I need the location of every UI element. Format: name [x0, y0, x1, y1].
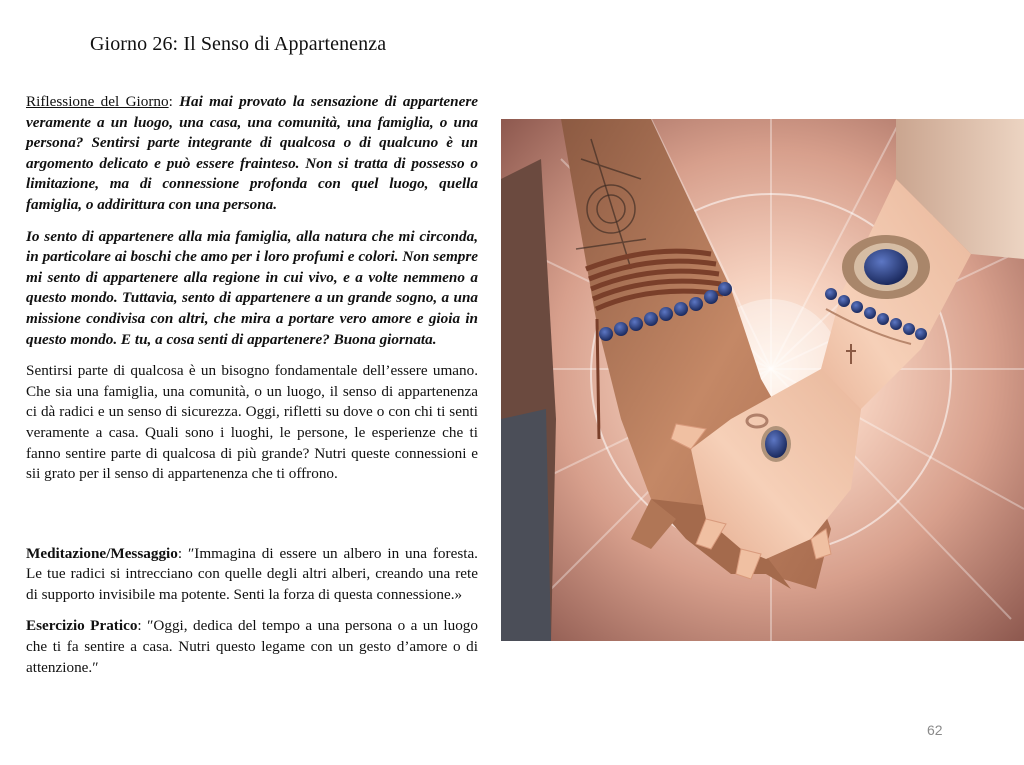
exercise-separator: :	[137, 617, 148, 635]
meditation-text: ″Immagina di essere un albero in una foresta. Le tue radici si intrecciano con quelle degli altri alberi, creando una rete di supporto invisibile ma potente. Senti la forza di questa connessione.»	[26, 544, 478, 603]
illustration-svg	[501, 119, 1024, 641]
bracelet-tassel	[597, 319, 599, 439]
left-pants	[501, 409, 551, 641]
meditation-paragraph	[26, 544, 478, 606]
section-spacer	[26, 496, 478, 544]
holding-hands-illustration	[501, 119, 1024, 641]
reflection-label: Riflessione del Giorno	[26, 93, 169, 110]
page-title: Giorno 26: Il Senso di Appartenenza	[90, 33, 387, 55]
exercise-text: ″Oggi, dedica del tempo a una persona o a un luogo che ti fa sentire a casa. Nutri questo legame con un gesto d’amore o di attenzione.″	[26, 617, 478, 676]
reflection-text-1: Hai mai provato la sensazione di appartenere veramente a un luogo, una casa, una comunità, una famiglia, o una persona? Sentirsi parte integrante di qualcosa o di qualcuno è un argomento delicato e può essere frainteso. Non si tratta di possesso o limitazione, ma di connessione profonda con quel luogo, quella famiglia, o addirittura con una persona.	[26, 93, 478, 213]
reflection-paragraph-2: Io sento di appartenere alla mia famiglia, alla natura che mi circonda, in particolare ai boschi che amo per i loro profumi e colori. Non sempre mi sento di appartenere alla regione in cui vivo, e a volte nemmeno a questo mondo. Tuttavia, sento di appartenere a un grande sogno, a una missione condivisa con altri, che mira a portare vero amore e gioia in questo mondo. E tu, a cosa senti di appartenere? Buona giornata.	[26, 227, 478, 348]
body-paragraph: Sentirsi parte di qualcosa è un bisogno fondamentale dell’essere umano. Che sia una famiglia, una comunità, o un luogo, il senso di appartenenza ci dà radici e un senso di sicurezza. Oggi, rifletti su dove o con chi ti senti veramente a casa. Quali sono i luoghi, le persone, le esperienze che ti fanno sentire parte di qualcosa di più grande? Nutri queste connessioni e sii grato per il senso di appartenenza che ti offrono.	[26, 362, 478, 483]
exercise-paragraph	[26, 616, 478, 678]
reflection-separator: :	[168, 93, 180, 110]
page-number: 62	[927, 722, 943, 738]
cuff-bracelet	[842, 235, 930, 299]
reflection-paragraph-1	[26, 92, 478, 216]
meditation-label: Meditazione/Messaggio	[26, 544, 178, 562]
exercise-label: Esercizio Pratico	[26, 617, 138, 635]
text-column	[26, 92, 478, 689]
meditation-separator: :	[177, 544, 188, 562]
